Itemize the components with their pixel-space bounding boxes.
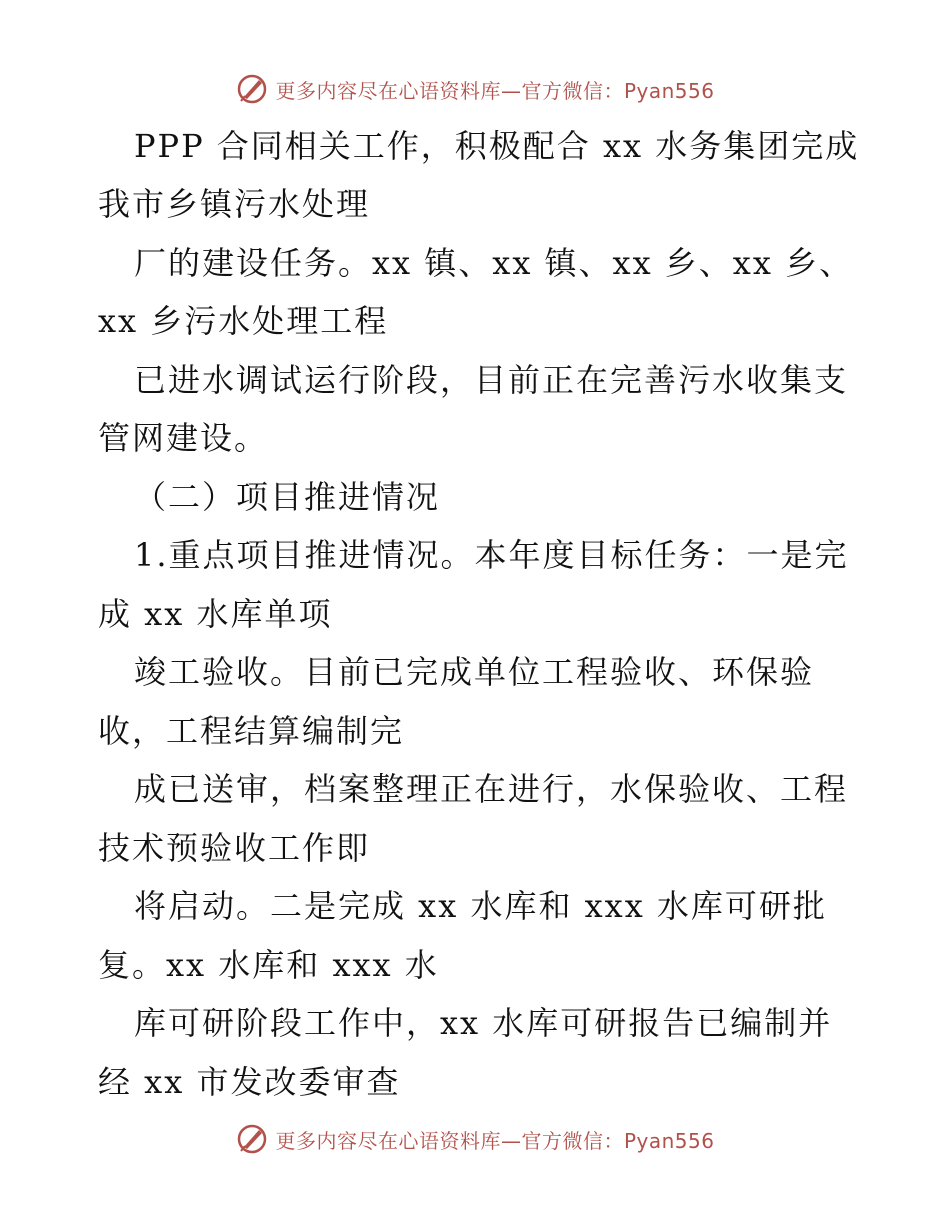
body-line: 技术预验收工作即 xyxy=(98,829,371,867)
body-line: 已进水调试运行阶段，目前正在完善污水收集支 xyxy=(134,361,849,399)
body-line: PPP 合同相关工作，积极配合 xx 水务集团完成 xyxy=(134,127,860,165)
body-line: 成 xx 水库单项 xyxy=(98,595,333,633)
body-line: 收，工程结算编制完 xyxy=(98,712,405,750)
body-line: 竣工验收。目前已完成单位工程验收、环保验 xyxy=(134,653,815,691)
body-line: 厂的建设任务。xx 镇、xx 镇、xx 乡、xx 乡、 xyxy=(134,244,854,282)
body-line: 库可研阶段工作中，xx 水库可研报告已编制并 xyxy=(134,1004,833,1042)
feather-pen-logo-icon xyxy=(235,1122,269,1156)
body-line: xx 乡污水处理工程 xyxy=(98,302,389,340)
body-line: 我市乡镇污水处理 xyxy=(98,185,371,223)
watermark-text: 更多内容尽在心语资料库—官方微信：Pyan556 xyxy=(275,1128,715,1153)
section-heading: （二）项目推进情况 xyxy=(134,478,441,516)
body-line: 1.重点项目推进情况。本年度目标任务：一是完 xyxy=(134,536,849,574)
body-line: 复。xx 水库和 xxx 水 xyxy=(98,946,439,984)
footer-watermark xyxy=(0,1122,950,1156)
body-line: 经 xx 市发改委审查 xyxy=(98,1063,401,1101)
body-line: 成已送审，档案整理正在进行，水保验收、工程 xyxy=(134,770,849,808)
watermark-text: 更多内容尽在心语资料库—官方微信：Pyan556 xyxy=(275,78,715,103)
body-line: 管网建设。 xyxy=(98,419,269,457)
body-line: 将启动。二是完成 xx 水库和 xxx 水库可研批 xyxy=(134,887,827,925)
